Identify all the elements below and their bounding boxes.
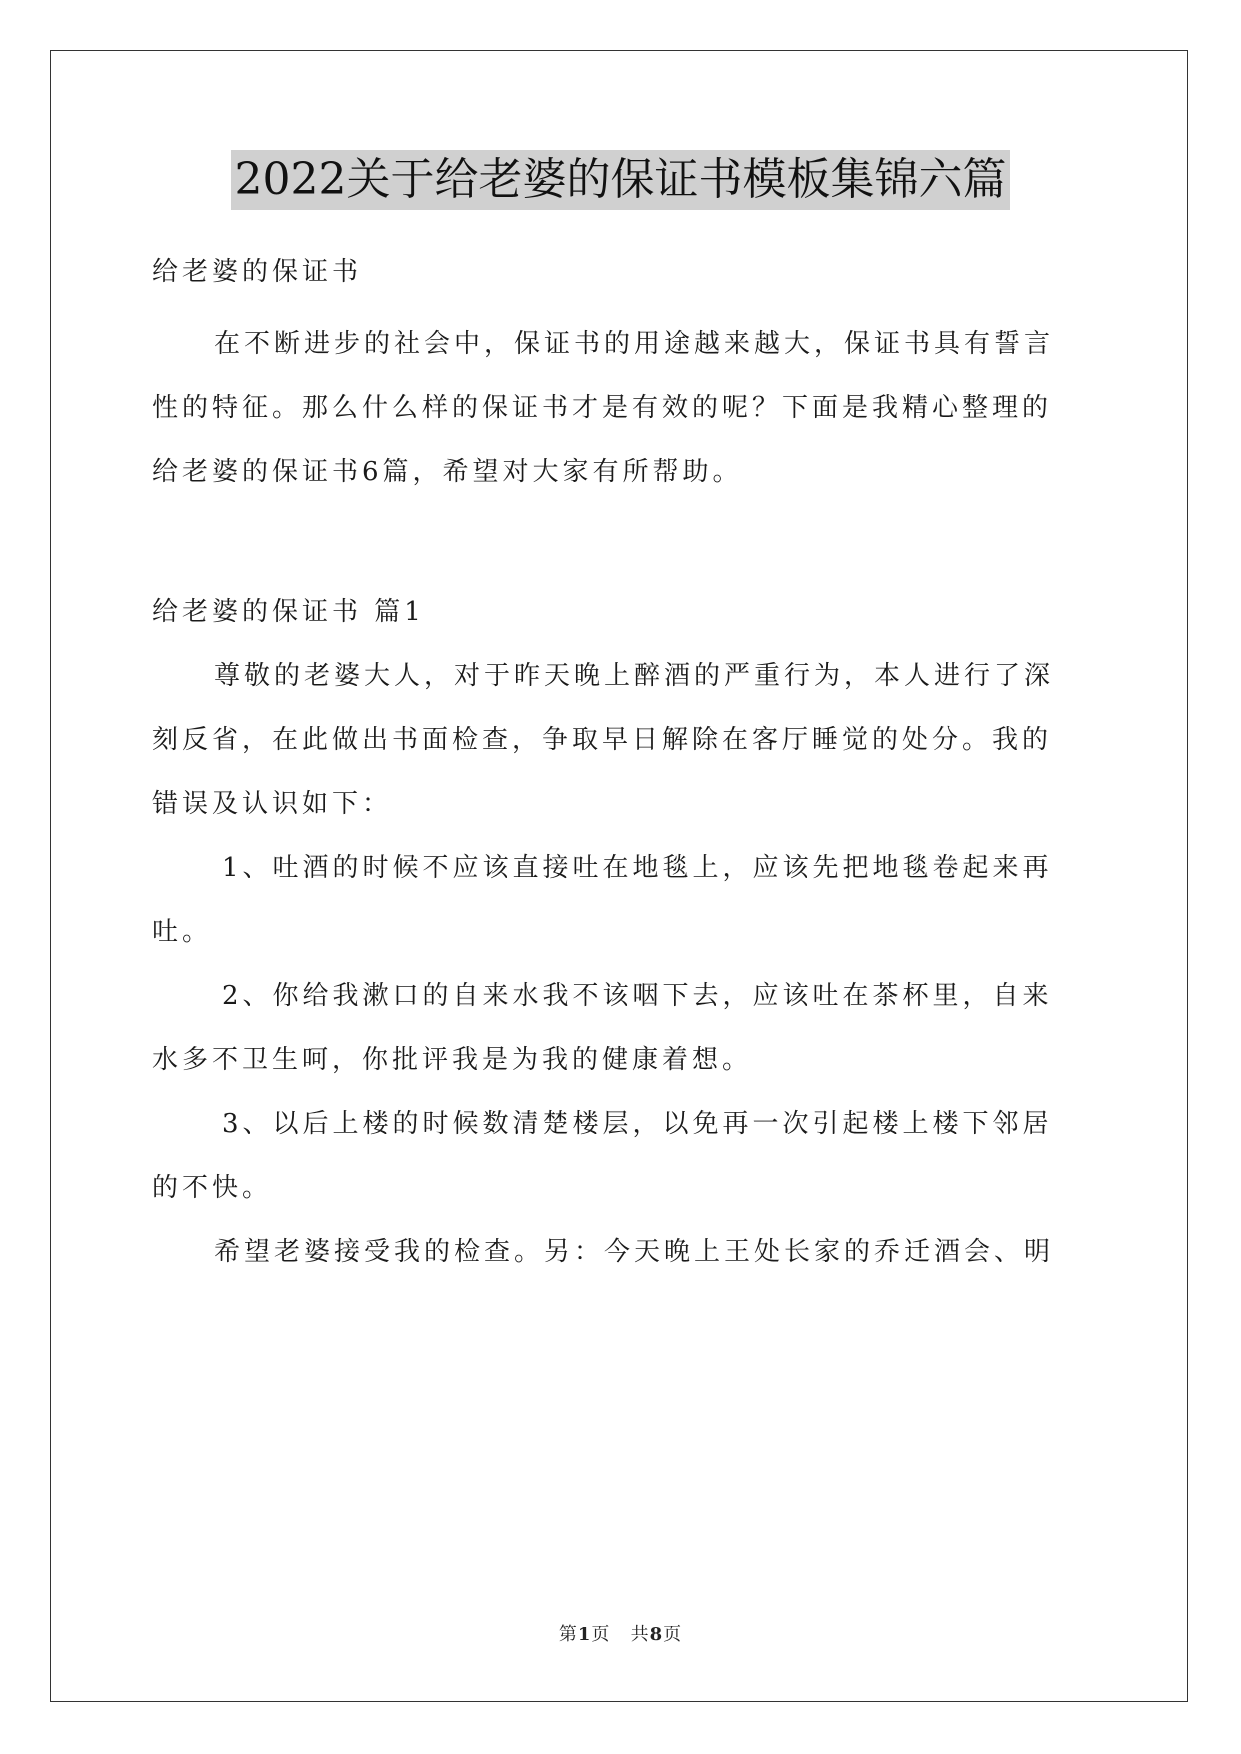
list-item-line: 水多不卫生呵，你批评我是为我的健康着想。 [152,1045,753,1075]
page-footer [0,1620,1241,1646]
section-heading: 给老婆的保证书 [152,257,363,287]
page-mid: 页 共 [591,1624,650,1645]
intro-line: 性的特征。那么什么样的保证书才是有效的呢？下面是我精心整理的 [152,393,1053,423]
list-item-line: 1、吐酒的时候不应该直接吐在地毯上，应该先把地毯卷起来再 [222,853,1053,883]
section-heading: 给老婆的保证书 篇1 [152,597,425,627]
page-total: 8 [649,1624,664,1645]
intro-line: 在不断进步的社会中，保证书的用途越来越大，保证书具有誓言 [214,329,1055,359]
title-container [0,150,1241,210]
page-suffix: 页 [663,1624,683,1645]
intro-line: 给老婆的保证书6篇，希望对大家有所帮助。 [152,457,743,487]
paragraph-line: 希望老婆接受我的检查。另：今天晚上王处长家的乔迁酒会、明 [214,1237,1055,1267]
document-body [152,240,1086,1284]
list-item-line: 吐。 [152,917,213,947]
list-item-line: 的不快。 [152,1173,273,1203]
document-title: 2022关于给老婆的保证书模板集锦六篇 [231,150,1011,210]
paragraph-line: 尊敬的老婆大人，对于昨天晚上醉酒的严重行为，本人进行了深 [214,661,1055,691]
list-item-line: 3、以后上楼的时候数清楚楼层，以免再一次引起楼上楼下邻居 [222,1109,1053,1139]
page-current: 1 [577,1624,592,1645]
page-prefix: 第 [558,1624,578,1645]
list-item-line: 2、你给我漱口的自来水我不该咽下去，应该吐在茶杯里，自来 [222,981,1053,1011]
paragraph-line: 刻反省，在此做出书面检查，争取早日解除在客厅睡觉的处分。我的 [152,725,1053,755]
paragraph-line: 错误及认识如下： [152,789,393,819]
